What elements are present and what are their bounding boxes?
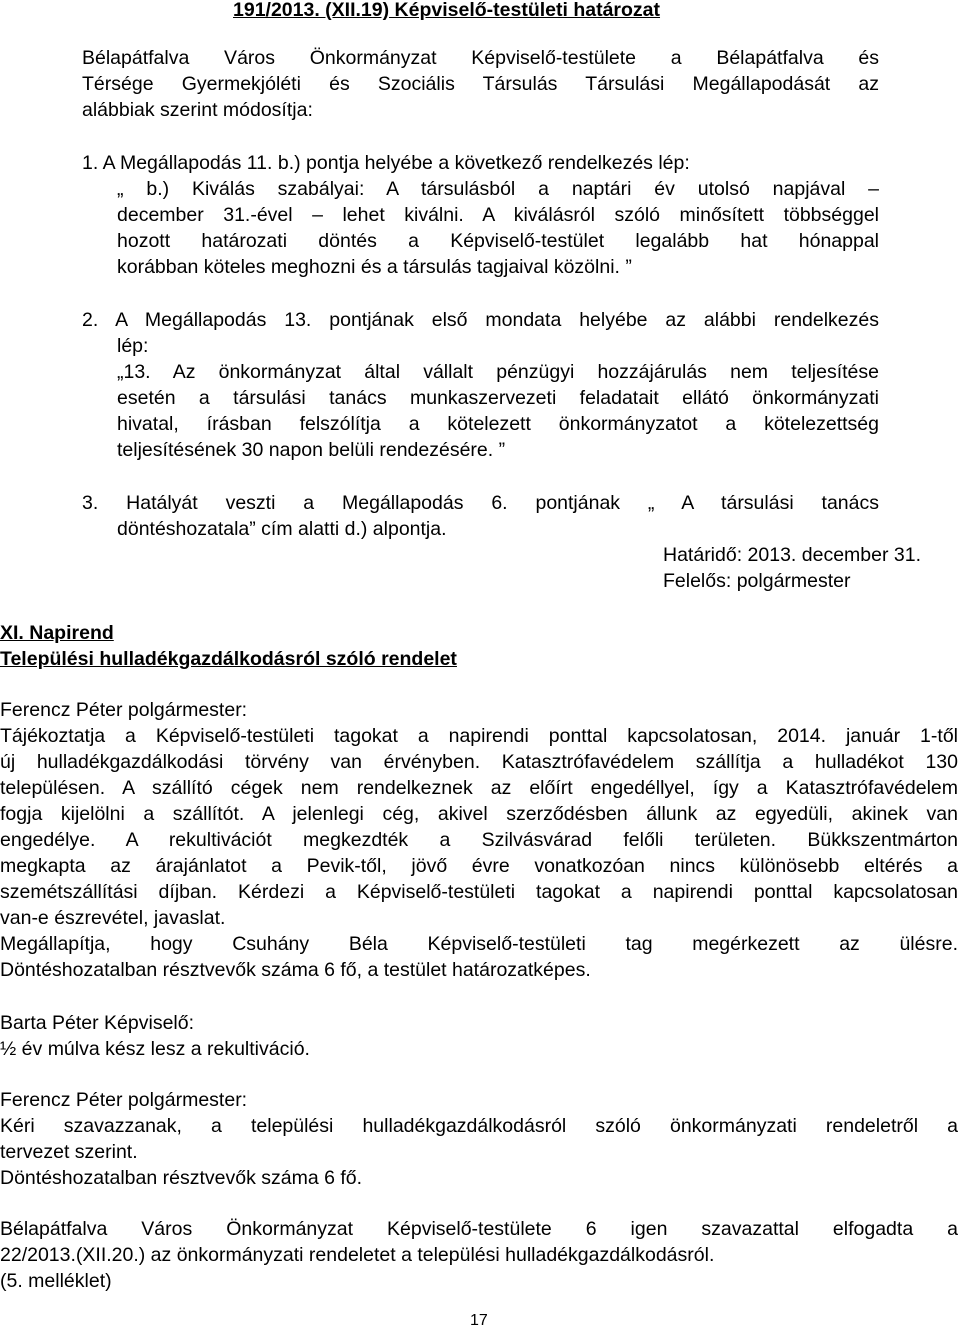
speaker-name: Ferencz Péter polgármester: (0, 1089, 248, 1111)
item-2-line: teljesítésének 30 napon belüli rendezésére. ” (117, 439, 506, 461)
page-number: 17 (470, 1312, 488, 1329)
resolution-title: 191/2013. (XII.19) Képviselő-testületi határozat (233, 0, 661, 21)
intro-line: Térsége Gyermekjóléti és Szociális Társulás Társulási Megállapodását az (82, 73, 879, 95)
paragraph-line: Döntéshozatalban résztvevők száma 6 fő, a testület határozatképes. (0, 959, 591, 981)
item-2-line: esetén a társulási tanács munkaszervezeti feladatait ellátó önkormányzati (117, 387, 879, 409)
paragraph-line: településen. A szállító cégek nem rendelkeznek az előírt engedéllyel, így a Katasztrófavédelem (0, 777, 958, 799)
paragraph-line: Megállapítja, hogy Csuhány Béla Képviselő-testületi tag megérkezett az ülésre. (0, 933, 958, 955)
item-2-line: „13. Az önkormányzat által vállalt pénzügyi hozzájárulás nem teljesítése (117, 361, 879, 383)
intro-line: Bélapátfalva Város Önkormányzat Képviselő-testülete a Bélapátfalva és (82, 47, 879, 69)
paragraph-line: tervezet szerint. (0, 1141, 138, 1163)
paragraph-line: Kéri szavazzanak, a települési hulladékgazdálkodásról szóló önkormányzati rendeletről a (0, 1115, 958, 1137)
paragraph-line: megkapta az árajánlatot a Pevik-től, jövő évre vonatkozóan nincs különösebb eltérés a (0, 855, 958, 877)
item-2-line: hivatal, írásban felszólítja a kötelezett önkormányzatot a kötelezettség (117, 413, 879, 435)
item-1-line: hozott határozati döntés a Képviselő-testület legalább hat hónappal (117, 230, 879, 252)
speaker-name: Ferencz Péter polgármester: (0, 699, 248, 721)
deadline: Határidő: 2013. december 31. (663, 544, 921, 566)
paragraph-line: Döntéshozatalban résztvevők száma 6 fő. (0, 1167, 363, 1189)
paragraph-line: új hulladékgazdálkodási törvény van érvényben. Katasztrófavédelem szállítja a hulladékot 130 (0, 751, 958, 773)
intro-line: alábbiak szerint módosítja: (82, 99, 313, 121)
item-1-line: korábban köteles meghozni és a társulás tagjaival közölni. ” (117, 256, 632, 278)
item-1-heading: 1. A Megállapodás 11. b.) pontja helyébe a következő rendelkezés lép: (82, 152, 690, 174)
paragraph-line: engedélye. A rekultivációt megkezdték a Szilvásvárad felőli területen. Bükkszentmárton (0, 829, 958, 851)
agenda-number: XI. Napirend (0, 622, 114, 644)
paragraph-line: fogja kijelölni a szállítót. A jelenlegi cég, akivel szerződésben állunk az egyedüli, akinek van (0, 803, 958, 825)
item-3-heading: 3. Hatályát veszti a Megállapodás 6. pontjának „ A társulási tanács (82, 492, 879, 514)
item-3-line: döntéshozatala” cím alatti d.) alpontja. (117, 518, 447, 540)
item-2-heading: 2. A Megállapodás 13. pontjának első mondata helyébe az alábbi rendelkezés (82, 309, 879, 331)
paragraph-line: szemétszállítási díjban. Kérdezi a Képviselő-testületi tagokat a napirendi ponttal kapcsolatosan (0, 881, 958, 903)
paragraph-line: ½ év múlva kész lesz a rekultiváció. (0, 1038, 310, 1060)
agenda-subject: Települési hulladékgazdálkodásról szóló rendelet (0, 648, 457, 670)
closing-line: 22/2013.(XII.20.) az önkormányzati rendeletet a települési hulladékgazdálkodásról. (0, 1244, 715, 1266)
paragraph-line: van-e észrevétel, javaslat. (0, 907, 226, 929)
speaker-name: Barta Péter Képviselő: (0, 1012, 195, 1034)
closing-line: Bélapátfalva Város Önkormányzat Képviselő-testülete 6 igen szavazattal elfogadta a (0, 1218, 958, 1240)
responsible: Felelős: polgármester (663, 570, 851, 592)
item-1-line: december 31.-ével – lehet kiválni. A kiválásról szóló minősített többséggel (117, 204, 879, 226)
closing-line: (5. melléklet) (0, 1270, 112, 1292)
item-2-line: lép: (117, 335, 149, 357)
item-1-line: „ b.) Kiválás szabályai: A társulásból a naptári év utolsó napjával – (117, 178, 879, 200)
paragraph-line: Tájékoztatja a Képviselő-testületi tagokat a napirendi ponttal kapcsolatosan, 2014. január 1-től (0, 725, 958, 747)
